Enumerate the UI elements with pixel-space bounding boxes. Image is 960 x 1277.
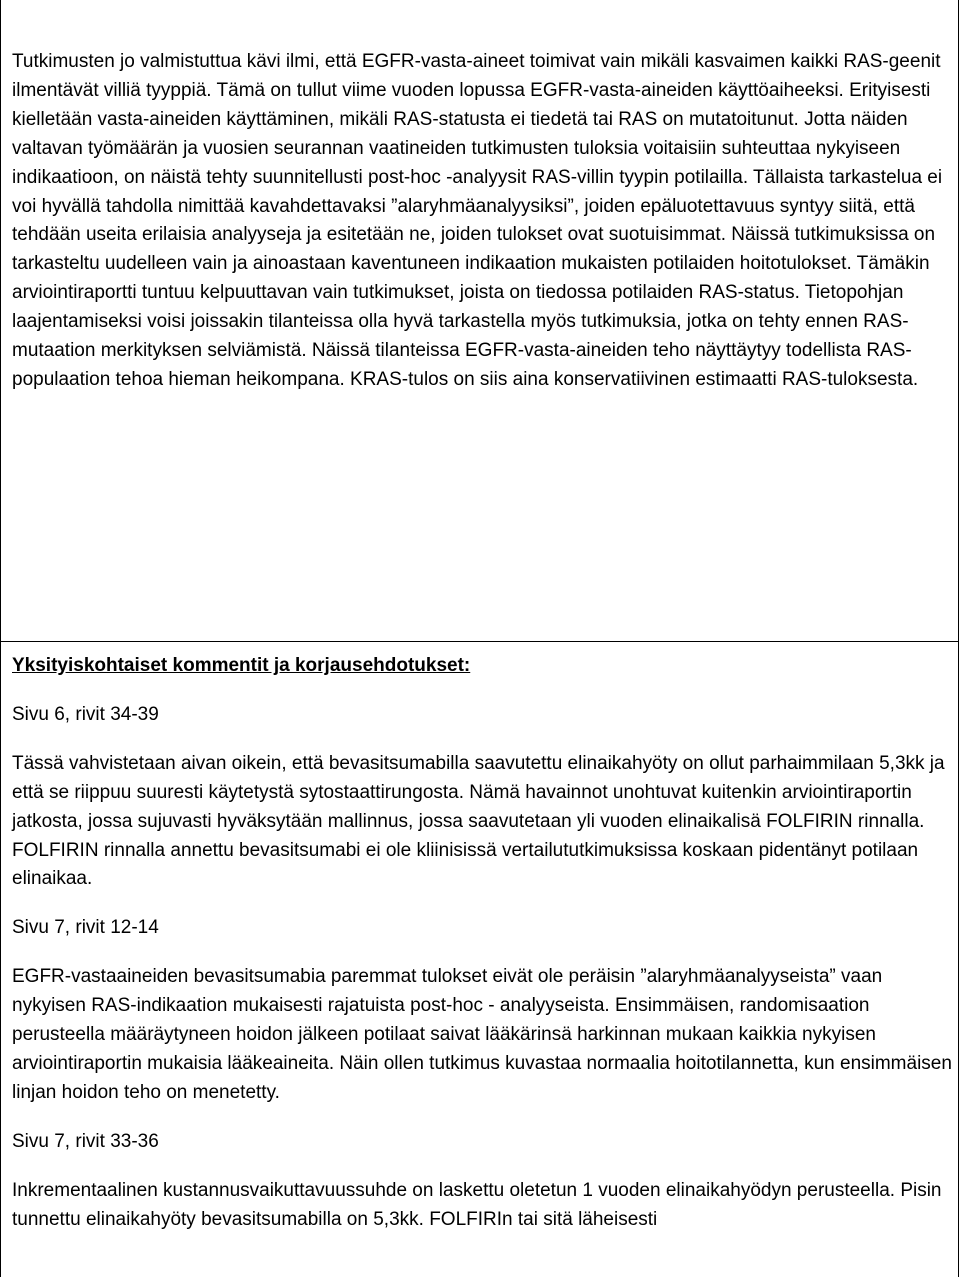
comments-heading: Yksityiskohtaiset kommentit ja korjausehdotukset: [12,655,471,676]
comment-reference: Sivu 6, rivit 34-39 [12,703,159,725]
comment-text: EGFR-vastaaineiden bevasitsumabia paremmat tulokset eivät ole peräisin ”alaryhmäanalyyseista” vaan nykyisen RAS-indikaation mukaisesti rajatuista post-hoc - analyyseista. Ensimmäisen, randomisaation perusteella määräytyneen hoidon jälkeen potilaat saivat lääkärinsä harkinnan mukaan kaikkia nykyisen arviointiraportin mukaisia lääkeaineita. Näin ollen tutkimus kuvastaa normaalia hoitotilannetta, kun ensimmäisen linjan hoidon teho on menetetty. [12,966,952,1103]
comment-reference: Sivu 7, rivit 33-36 [12,1130,159,1152]
comments-section [12,652,952,1235]
comment-text: Tässä vahvistetaan aivan oikein, että bevasitsumabilla saavutettu elinaikahyöty on ollut parhaimmilaan 5,3kk ja että se riippuu suuresti käytetystä sytostaattirungosta. Nämä havainnot unohtuvat kuitenkin arviointiraportin jatkosta, jossa sujuvasti hyväksytään mallinnus, jossa saavutetaan yli vuoden elinaikalisä FOLFIRIN rinnalla. FOLFIRIN rinnalla annettu bevasitsumabi ei ole kliinisissä vertailututkimuksissa koskaan pidentänyt potilaan elinaikaa. [12,752,945,890]
intro-section [12,48,952,395]
comment-text: Inkrementaalinen kustannusvaikuttavuussuhde on laskettu oletetun 1 vuoden elinaikahyödyn perusteella. Pisin tunnettu elinaikahyöty bevasitsumabilla on 5,3kk. FOLFIRIn tai sitä läheisesti [12,1179,942,1230]
intro-paragraph: Tutkimusten jo valmistuttua kävi ilmi, että EGFR-vasta-aineet toimivat vain mikäli kasvaimen kaikki RAS-geenit ilmentävät villiä tyyppiä. Tämä on tullut viime vuoden lopussa EGFR-vasta-aineiden käyttöaiheeksi. Erityisesti kielletään vasta-aineiden käyttäminen, mikäli RAS-statusta ei tiedetä tai RAS on mutatoitunut. Jotta näiden valtavan työmäärän ja vuosien seurannan vaatineiden tutkimusten tuloksia voitaisiin suhteuttaa nykyiseen indikaatioon, on näistä tehty suunnitellusti post-hoc -analyysit RAS-villin tyypin potilailla. Tällaista tarkastelua ei voi hyvällä tahdolla nimittää kavahdettavaksi ”alaryhmäanalyysiksi”, joiden epäluotettavuus syntyy siitä, että tehdään useita erilaisia analyyseja ja esitetään ne, joiden tulokset ovat suotuisimmat. Näissä tutkimuksissa on tarkasteltu uudelleen vain ja ainoastaan kaventuneen indikaation mukaisten potilaiden hoitotulokset. Tämäkin arviointiraportti tuntuu kelpuuttavan vain tutkimukset, joista on tiedossa potilaiden RAS-status. Tietopohjan laajentamiseksi voisi joissakin tilanteissa olla hyvä tarkastella myös tutkimuksia, jotka on tehty ennen RAS-mutaation merkityksen selviämistä. Näissä tilanteissa EGFR-vasta-aineiden teho näyttäytyy todellista RAS-populaation tehoa hieman heikompana. KRAS-tulos on siis aina konservatiivinen estimaatti RAS-tuloksesta. [12,51,943,390]
comment-reference: Sivu 7, rivit 12-14 [12,917,159,939]
section-divider [0,641,959,642]
